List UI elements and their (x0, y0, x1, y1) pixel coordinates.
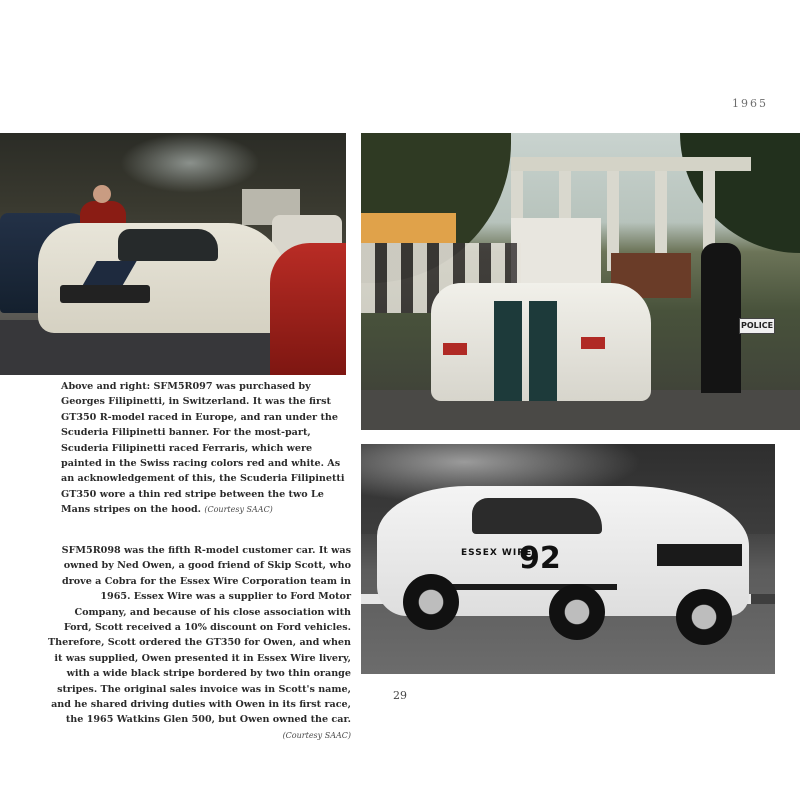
police-plate: POLICE (739, 318, 775, 334)
photo-credit: (Courtesy SAAC) (282, 730, 351, 740)
sky-patch (120, 133, 260, 193)
wheel-front (549, 584, 605, 640)
caption-text: SFM5R098 was the fifth R-model customer car. It was owned by Ned Owen, a good friend of Skip Scott, who drove a Cobra for the Essex Wire Corporation team in 1965. Essex Wire was a supplier to Ford Motor Company, and because of his close association with Ford, Scott received a 10% discount on Ford vehicles. Therefore, Scott ordered the GT350 for Owen, and when it was supplied, Owen presented it in Essex Wire livery, with a wide black stripe bordered by two thin orange stripes. The original sales invoice was in Scott's name, and he shared driving duties with Owen in its first race, the 1965 Watkins Glen 500, but Owen owned the car. (48, 545, 351, 726)
photo-filipinetti-parked (0, 133, 346, 375)
livery-text: ESSEX WIRE (461, 548, 533, 558)
wheel-rear (403, 574, 459, 630)
grille (657, 544, 742, 566)
car-windows (472, 498, 602, 534)
page-number: 29 (393, 689, 407, 702)
photo-essex-wire-racing (361, 444, 775, 674)
banner-sign (361, 213, 456, 243)
white-house (511, 218, 601, 288)
stripe-right (529, 301, 557, 401)
taillight-left (443, 343, 467, 355)
photo-credit: (Courtesy SAAC) (204, 505, 273, 515)
photo-hillclimb-viaduct (361, 133, 800, 430)
running-head: 1965 (732, 97, 768, 110)
gt350-filipinetti (38, 223, 288, 333)
stripe-left (494, 301, 522, 401)
man-dark-suit (701, 243, 741, 393)
red-ferrari (270, 243, 346, 375)
car-number: 92 (519, 541, 561, 576)
windshield (118, 229, 218, 261)
taillight-right (581, 337, 605, 349)
caption-text: Above and right: SFM5R097 was purchased by Georges Filipinetti, in Switzerland. It was the first GT350 R-model raced in Europe, and ran under the Scuderia Filipinetti banner. For the most-part, Scuderia Filipinetti raced Ferraris, which were painted in the Swiss racing colors red and white. As an acknowledgement of this, the Scuderia Filipinetti GT350 wore a thin red stripe between the two Le Mans stripes on the hood. (61, 381, 345, 516)
caption-filipinetti (61, 379, 356, 518)
caption-essex-wire (46, 543, 351, 743)
grille (60, 285, 150, 303)
gt350-rear (431, 283, 651, 401)
wheel-far (676, 589, 732, 645)
